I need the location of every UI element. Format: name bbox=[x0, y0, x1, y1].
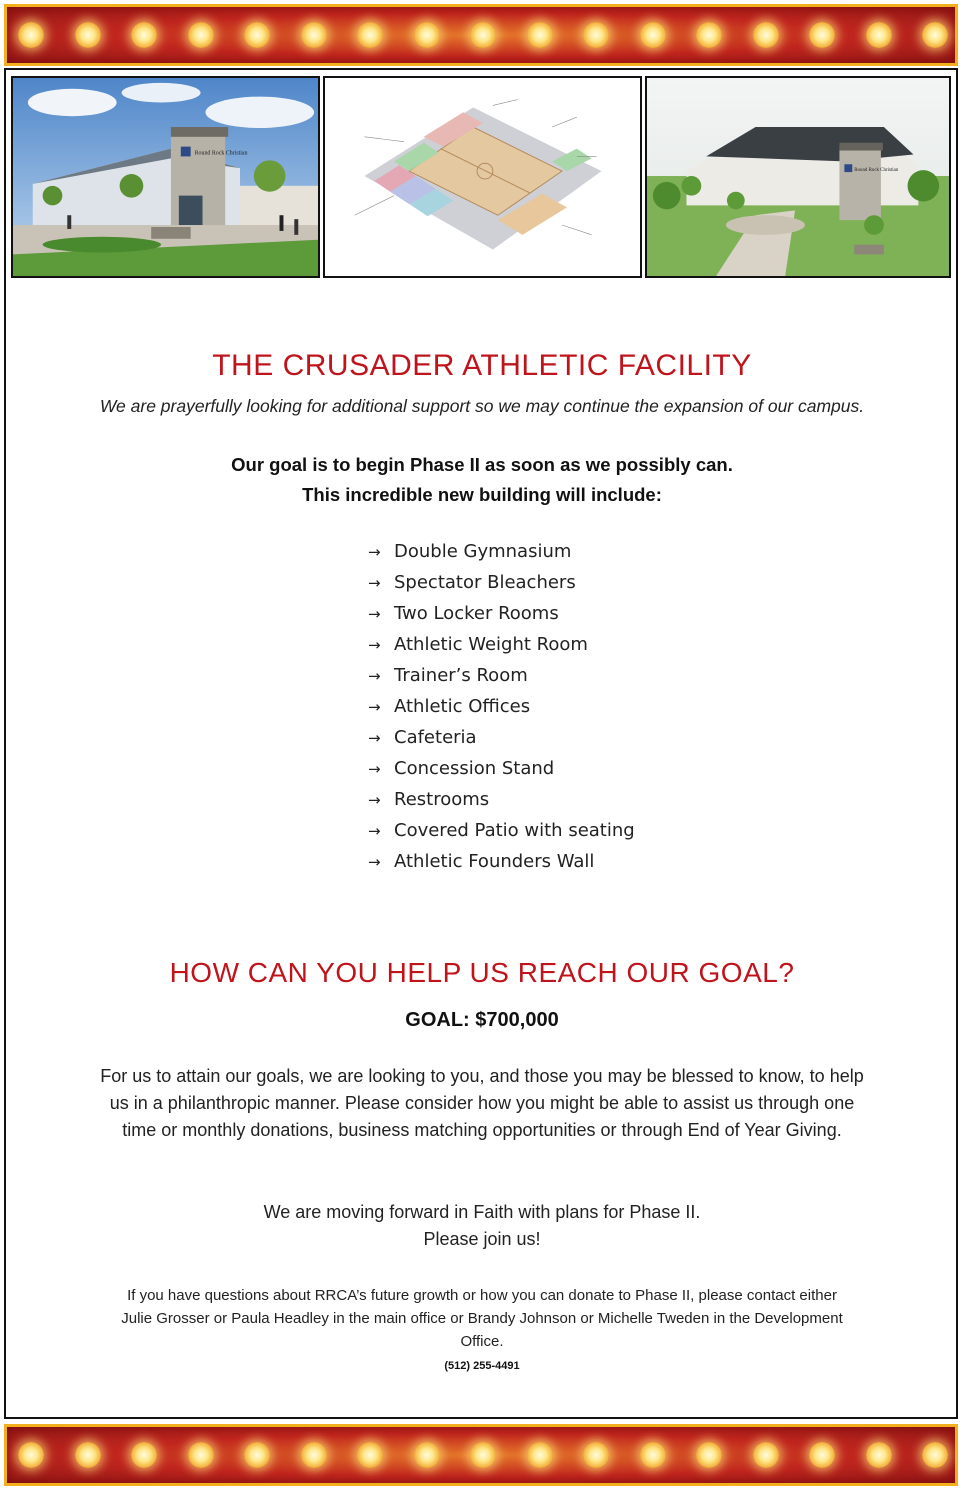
light-bulb-icon bbox=[753, 22, 779, 48]
light-bulb-icon bbox=[922, 22, 948, 48]
light-bulb-icon bbox=[922, 1442, 948, 1468]
donation-paragraph: For us to attain our goals, we are looking to you, and those you may be blessed to know, to help us in a philanthropic manner. Please consider how you might be able to assist us through one time or monthly donations, business matching opportunities or through End of Year Giving. bbox=[100, 1066, 864, 1140]
feature-label: Athletic Founders Wall bbox=[394, 851, 595, 872]
light-bulb-icon bbox=[527, 22, 553, 48]
arrow-right-icon: → bbox=[368, 605, 381, 623]
light-bulb-icon bbox=[131, 22, 157, 48]
arrow-right-icon: → bbox=[368, 667, 381, 685]
building-sign-right: Round Rock Christian bbox=[854, 168, 899, 174]
light-bulb-icon bbox=[75, 22, 101, 48]
list-item bbox=[368, 848, 635, 879]
light-bulb-icon bbox=[583, 1442, 609, 1468]
building-includes-line: This incredible new building will include: bbox=[302, 484, 662, 505]
marquee-border-top bbox=[4, 4, 958, 66]
light-bulb-icon bbox=[18, 22, 44, 48]
contact-info: If you have questions about RRCA’s future growth or how you can donate to Phase II, please contact either Julie Grosser or Paula Headley in the main office or Brandy Johnson or Michelle Tweden in the Development Office. bbox=[121, 1287, 843, 1350]
list-item bbox=[368, 538, 635, 569]
arrow-right-icon: → bbox=[368, 729, 381, 747]
list-item bbox=[368, 786, 635, 817]
floor-plan-image bbox=[325, 78, 640, 276]
feature-label: Trainer’s Room bbox=[394, 665, 528, 686]
arrow-right-icon: → bbox=[368, 791, 381, 809]
list-item bbox=[368, 631, 635, 662]
light-bulb-icon bbox=[640, 22, 666, 48]
light-bulb-icon bbox=[244, 22, 270, 48]
light-bulb-icon bbox=[414, 22, 440, 48]
goal-amount: GOAL: $700,000 bbox=[405, 1009, 559, 1031]
shield-logo-icon-right bbox=[844, 164, 852, 172]
shield-logo-icon bbox=[181, 147, 191, 157]
light-bulb-icon bbox=[244, 1442, 270, 1468]
list-item bbox=[368, 817, 635, 848]
arrow-right-icon: → bbox=[368, 760, 381, 778]
feature-label: Concession Stand bbox=[394, 758, 555, 779]
arrow-right-icon: → bbox=[368, 698, 381, 716]
list-item bbox=[368, 600, 635, 631]
arrow-right-icon: → bbox=[368, 543, 381, 561]
arrow-right-icon: → bbox=[368, 822, 381, 840]
feature-label: Athletic Offices bbox=[394, 696, 531, 717]
feature-label: Cafeteria bbox=[394, 727, 477, 748]
light-bulb-icon bbox=[696, 22, 722, 48]
faith-line: We are moving forward in Faith with plans for Phase II. bbox=[263, 1202, 701, 1222]
facility-title: THE CRUSADER ATHLETIC FACILITY bbox=[212, 349, 752, 382]
light-bulb-icon bbox=[753, 1442, 779, 1468]
light-bulb-icon bbox=[866, 22, 892, 48]
light-bulb-icon bbox=[640, 1442, 666, 1468]
list-item bbox=[368, 693, 635, 724]
marquee-bulbs-top bbox=[7, 7, 955, 63]
light-bulb-icon bbox=[188, 22, 214, 48]
faith-statement bbox=[0, 1199, 964, 1253]
list-item bbox=[368, 755, 635, 786]
light-bulb-icon bbox=[527, 1442, 553, 1468]
light-bulb-icon bbox=[131, 1442, 157, 1468]
marquee-bulbs-bottom bbox=[7, 1427, 955, 1483]
light-bulb-icon bbox=[357, 1442, 383, 1468]
rendering-exterior-front bbox=[11, 76, 320, 278]
phase-goal-line: Our goal is to begin Phase II as soon as we possibly can. bbox=[231, 454, 733, 475]
intro-text: We are prayerfully looking for additional support so we may continue the expansion of our campus. bbox=[99, 396, 865, 416]
feature-list bbox=[368, 538, 635, 879]
light-bulb-icon bbox=[188, 1442, 214, 1468]
light-bulb-icon bbox=[301, 1442, 327, 1468]
light-bulb-icon bbox=[809, 22, 835, 48]
feature-label: Two Locker Rooms bbox=[394, 603, 559, 624]
arrow-right-icon: → bbox=[368, 636, 381, 654]
light-bulb-icon bbox=[301, 22, 327, 48]
feature-label: Restrooms bbox=[394, 789, 490, 810]
light-bulb-icon bbox=[583, 22, 609, 48]
list-item bbox=[368, 569, 635, 600]
feature-label: Athletic Weight Room bbox=[394, 634, 588, 655]
feature-label: Covered Patio with seating bbox=[394, 820, 635, 841]
light-bulb-icon bbox=[357, 22, 383, 48]
list-item bbox=[368, 724, 635, 755]
feature-label: Spectator Bleachers bbox=[394, 572, 576, 593]
arrow-right-icon: → bbox=[368, 574, 381, 592]
light-bulb-icon bbox=[866, 1442, 892, 1468]
light-bulb-icon bbox=[470, 22, 496, 48]
light-bulb-icon bbox=[809, 1442, 835, 1468]
join-us-line: Please join us! bbox=[423, 1229, 541, 1249]
light-bulb-icon bbox=[414, 1442, 440, 1468]
building-sign-left: Round Rock Christian bbox=[194, 150, 248, 157]
light-bulb-icon bbox=[75, 1442, 101, 1468]
light-bulb-icon bbox=[470, 1442, 496, 1468]
help-title: HOW CAN YOU HELP US REACH OUR GOAL? bbox=[169, 957, 795, 988]
arrow-right-icon: → bbox=[368, 853, 381, 871]
feature-label: Double Gymnasium bbox=[394, 541, 572, 562]
rendering-aerial-image bbox=[647, 78, 949, 276]
marquee-border-bottom bbox=[4, 1424, 958, 1486]
phone-number: (512) 255-4491 bbox=[444, 1360, 520, 1372]
light-bulb-icon bbox=[18, 1442, 44, 1468]
floor-plan-diagram bbox=[323, 76, 642, 278]
light-bulb-icon bbox=[696, 1442, 722, 1468]
rendering-exterior-front-image bbox=[13, 78, 318, 276]
list-item bbox=[368, 662, 635, 693]
rendering-aerial bbox=[645, 76, 951, 278]
